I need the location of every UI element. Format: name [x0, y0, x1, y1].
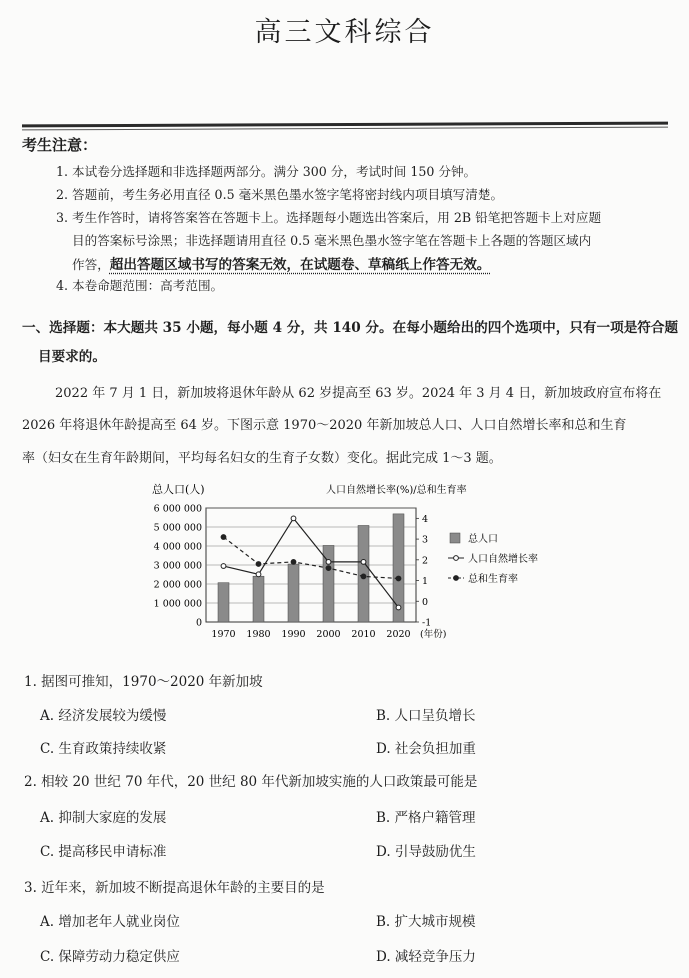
right-tick-label: 4 — [422, 513, 429, 525]
header-divider-thin — [22, 127, 668, 131]
notice-line-3c — [72, 253, 490, 273]
left-ticks — [154, 504, 202, 629]
notice-line-3b: 目的答案标号涂黑；非选择题请用直径 0.5 毫米黑色墨水签字笔在答题卡上各题的答题区域内 — [72, 233, 592, 248]
tfr-point-2020 — [396, 576, 401, 581]
growth-point-1980 — [256, 572, 261, 577]
notice-line-1: 1. 本试卷分选择题和非选择题两部分。满分 300 分，考试时间 150 分钟。 — [56, 164, 477, 179]
legend-label-tfr: 总和生育率 — [468, 574, 518, 585]
x-tick-label: 2010 — [351, 629, 376, 640]
question-1-stem: 1. 据图可推知，1970～2020 年新加坡 — [24, 674, 263, 690]
x-tick-label: 2020 — [386, 629, 411, 640]
bar-1980 — [253, 576, 264, 622]
q2-option-d[interactable]: D. 引导鼓励优生 — [376, 844, 476, 860]
left-tick-label: 0 — [195, 617, 202, 629]
chart-legend — [448, 532, 538, 585]
tfr-point-1990 — [291, 559, 296, 564]
tfr-point-2000 — [326, 566, 331, 571]
right-ticks — [416, 514, 431, 629]
growth-point-1990 — [291, 516, 296, 521]
bar-1990 — [288, 564, 299, 622]
q1-option-a[interactable]: A. 经济发展较为缓慢 — [40, 708, 167, 724]
x-ticks — [211, 628, 446, 640]
tfr-point-2010 — [361, 574, 366, 579]
x-axis-label: (年份) — [420, 629, 447, 640]
q2-option-b[interactable]: B. 严格户籍管理 — [376, 810, 476, 826]
q3-option-c[interactable]: C. 保障劳动力稳定供应 — [40, 949, 180, 965]
right-tick-label: 1 — [422, 576, 429, 588]
notice-emphasis: 超出答题区域书写的答案无效，在试题卷、草稿纸上作答无效。 — [109, 257, 491, 273]
question-2-stem: 2. 相较 20 世纪 70 年代，20 世纪 80 年代新加坡实施的人口政策最可能是 — [24, 774, 478, 790]
q1-option-c[interactable]: C. 生育政策持续收紧 — [40, 741, 167, 757]
legend-growth-marker — [454, 556, 459, 561]
legend-label-growth: 人口自然增长率 — [468, 554, 538, 565]
x-tick-label: 1980 — [246, 629, 271, 640]
growth-point-2020 — [396, 605, 401, 610]
growth-line — [224, 518, 399, 607]
legend-tfr-marker — [454, 576, 459, 581]
question-3-stem: 3. 近年来，新加坡不断提高退休年龄的主要目的是 — [24, 880, 325, 896]
q2-option-c[interactable]: C. 提高移民申请标准 — [40, 844, 167, 860]
q1-option-d[interactable]: D. 社会负担加重 — [376, 741, 476, 757]
x-tick-label: 1990 — [281, 629, 306, 640]
page-title: 高三文科综合 — [254, 17, 435, 48]
right-tick-label: -1 — [422, 617, 432, 629]
legend-bar-swatch — [450, 533, 460, 543]
growth-point-2010 — [361, 559, 366, 564]
q3-option-d[interactable]: D. 减轻竞争压力 — [376, 949, 476, 965]
notice-line-3c-prefix: 作答， — [72, 257, 110, 272]
right-tick-label: 2 — [422, 555, 429, 567]
right-axis-label: 人口自然增长率(%)/总和生育率 — [326, 485, 467, 496]
notice-line-2: 2. 答题前，考生务必用直径 0.5 毫米黑色墨水签字笔将密封线内项目填写清楚。 — [56, 187, 504, 202]
left-tick-label: 5 000 000 — [153, 522, 202, 534]
left-tick-label: 3 000 000 — [153, 560, 202, 572]
left-tick-label: 1 000 000 — [153, 598, 202, 610]
notice-heading: 考生注意： — [22, 136, 98, 154]
growth-point-1970 — [221, 564, 226, 569]
left-tick-label: 4 000 000 — [153, 541, 202, 553]
x-tick-label: 1970 — [211, 629, 236, 640]
left-axis-label: 总人口(人) — [152, 483, 205, 496]
q3-option-a[interactable]: A. 增加老年人就业岗位 — [40, 914, 180, 930]
tfr-point-1970 — [221, 535, 226, 540]
passage-line-2: 2026 年将退休年龄提高至 64 岁。下图示意 1970～2020 年新加坡总人口、人口自然增长率和总和生育 — [22, 418, 627, 433]
left-tick-label: 6 000 000 — [153, 503, 202, 515]
bar-1970 — [218, 583, 229, 622]
x-tick-label: 2000 — [316, 629, 341, 640]
bars-group — [218, 514, 404, 622]
legend-label-population: 总人口 — [468, 534, 498, 545]
tfr-point-1980 — [256, 562, 261, 567]
passage-line-3: 率（妇女在生育年龄期间，平均每名妇女的生育子女数）变化。据此完成 1～3 题。 — [22, 451, 502, 466]
notice-line-4: 4. 本卷命题范围：高考范围。 — [56, 278, 224, 293]
q2-option-a[interactable]: A. 抑制大家庭的发展 — [40, 810, 167, 826]
q3-option-b[interactable]: B. 扩大城市规模 — [376, 914, 476, 930]
lines-group — [221, 516, 401, 610]
left-tick-label: 2 000 000 — [153, 579, 202, 591]
growth-point-2000 — [326, 559, 331, 564]
right-tick-label: 0 — [422, 596, 429, 608]
right-tick-label: 3 — [422, 534, 429, 546]
q1-option-b[interactable]: B. 人口呈负增长 — [376, 708, 476, 724]
section-instructions-1: 一、选择题：本大题共 35 小题，每小题 4 分，共 140 分。在每小题给出的四个选项中，只有一项是符合题 — [22, 320, 679, 336]
population-chart — [130, 478, 570, 658]
section-instructions-2: 目要求的。 — [38, 349, 106, 365]
notice-line-3a: 3. 考生作答时，请将答案答在答题卡上。选择题每小题选出答案后，用 2B 铅笔把答题卡上对应题 — [56, 210, 602, 225]
passage-line-1: 2022 年 7 月 1 日，新加坡将退休年龄从 62 岁提高至 63 岁。2024 年 3 月 4 日，新加坡政府宣布将在 — [55, 386, 662, 401]
